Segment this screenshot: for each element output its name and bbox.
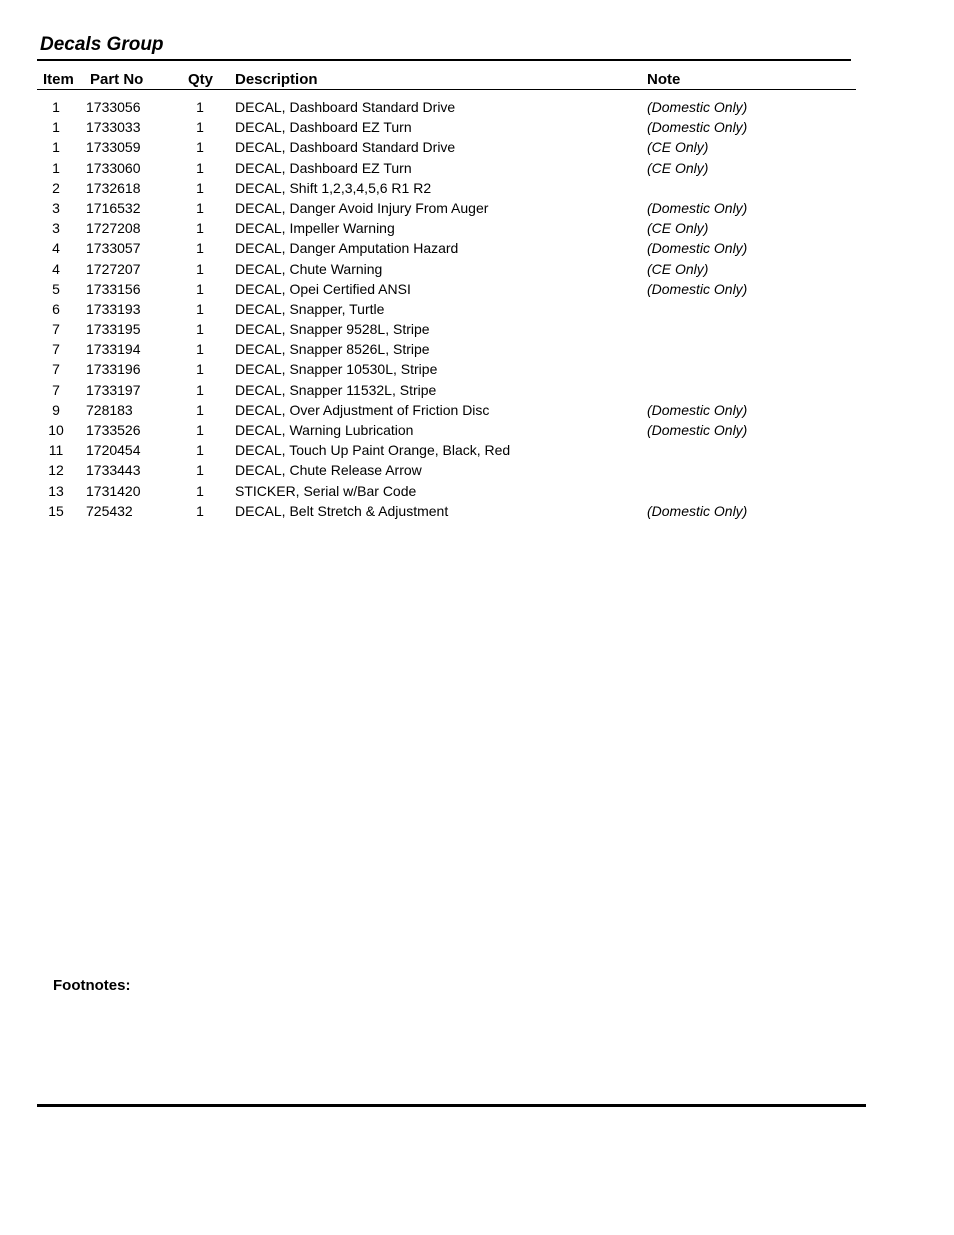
description-cell: DECAL, Belt Stretch & Adjustment [235,502,449,519]
description-cell: DECAL, Impeller Warning [235,220,395,237]
description-cell: DECAL, Chute Warning [235,260,383,277]
note-cell: (Domestic Only) [647,502,748,519]
column-header-note: Note [647,71,681,88]
qty-cell: 1 [196,401,204,418]
note-cell: (Domestic Only) [647,240,748,257]
part-number-cell: 725432 [86,502,133,519]
qty-cell: 1 [196,502,204,519]
item-cell: 1 [52,159,60,176]
part-number-cell: 1733060 [86,159,141,176]
part-number-cell: 1733059 [86,139,141,156]
table-row [0,401,954,421]
column-header-part-no: Part No [90,71,144,88]
footer-divider [37,1104,866,1107]
qty-cell: 1 [196,321,204,338]
qty-cell: 1 [196,179,204,196]
footnotes-label: Footnotes: [53,977,131,994]
description-cell: DECAL, Danger Avoid Injury From Auger [235,199,489,216]
table-row [0,159,954,179]
part-number-cell: 1720454 [86,442,141,459]
item-cell: 7 [52,361,60,378]
table-row [0,482,954,502]
description-cell: DECAL, Dashboard Standard Drive [235,139,456,156]
description-cell: DECAL, Dashboard EZ Turn [235,159,412,176]
table-row [0,118,954,138]
note-cell: (Domestic Only) [647,199,748,216]
note-cell: (Domestic Only) [647,119,748,136]
item-cell: 5 [52,280,60,297]
item-cell: 2 [52,179,60,196]
item-cell: 4 [52,260,60,277]
description-cell: DECAL, Warning Lubrication [235,422,414,438]
item-cell: 7 [52,381,60,398]
description-cell: DECAL, Danger Amputation Hazard [235,240,459,257]
table-row [0,98,954,118]
table-row [0,461,954,481]
table-row [0,502,954,522]
description-cell: DECAL, Snapper, Turtle [235,300,385,317]
qty-cell: 1 [196,240,204,257]
note-cell: (Domestic Only) [647,401,748,418]
note-cell: (CE Only) [647,260,709,277]
table-row [0,179,954,199]
part-number-cell: 1733196 [86,361,141,378]
description-cell: DECAL, Touch Up Paint Orange, Black, Red [235,442,511,459]
description-cell: DECAL, Snapper 10530L, Stripe [235,361,438,378]
item-cell: 9 [52,401,60,418]
qty-cell: 1 [196,199,204,216]
part-number-cell: 1732618 [86,179,141,196]
part-number-cell: 1733156 [86,280,141,297]
table-row [0,360,954,380]
table-row [0,219,954,239]
note-cell: (CE Only) [647,139,709,156]
parts-table-body [0,98,954,522]
part-number-cell: 1727208 [86,220,141,237]
table-row [0,340,954,360]
item-cell: 13 [48,482,64,499]
item-cell: 10 [48,422,64,438]
qty-cell: 1 [196,280,204,297]
item-cell: 7 [52,321,60,338]
qty-cell: 1 [196,139,204,156]
qty-cell: 1 [196,341,204,358]
item-cell: 3 [52,220,60,237]
qty-cell: 1 [196,462,204,479]
item-cell: 4 [52,240,60,257]
qty-cell: 1 [196,159,204,176]
part-number-cell: 1733526 [86,422,141,438]
part-number-cell: 1733033 [86,119,141,136]
item-cell: 12 [48,462,64,479]
column-header-qty: Qty [188,71,214,88]
table-row [0,441,954,461]
table-row [0,199,954,219]
description-cell: DECAL, Snapper 9528L, Stripe [235,321,430,338]
part-number-cell: 728183 [86,401,133,418]
part-number-cell: 1731420 [86,482,141,499]
note-cell: (Domestic Only) [647,422,748,438]
header-divider [37,89,856,90]
item-cell: 1 [52,139,60,156]
part-number-cell: 1733197 [86,381,141,398]
note-cell: (Domestic Only) [647,280,748,297]
part-number-cell: 1716532 [86,199,141,216]
item-cell: 11 [48,442,64,459]
column-header-description: Description [235,71,318,88]
item-cell: 7 [52,341,60,358]
description-cell: DECAL, Snapper 8526L, Stripe [235,341,430,358]
qty-cell: 1 [196,119,204,136]
note-cell: (CE Only) [647,159,709,176]
table-row [0,300,954,320]
qty-cell: 1 [196,482,204,499]
description-cell: DECAL, Opei Certified ANSI [235,280,411,297]
table-row [0,260,954,280]
table-row [0,138,954,158]
description-cell: DECAL, Dashboard EZ Turn [235,119,412,136]
description-cell: DECAL, Shift 1,2,3,4,5,6 R1 R2 [235,179,432,196]
item-cell: 15 [48,502,64,519]
qty-cell: 1 [196,381,204,398]
qty-cell: 1 [196,260,204,277]
part-number-cell: 1733193 [86,300,141,317]
part-number-cell: 1733195 [86,321,141,338]
item-cell: 3 [52,199,60,216]
description-cell: DECAL, Over Adjustment of Friction Disc [235,401,490,418]
table-row [0,239,954,259]
qty-cell: 1 [196,361,204,378]
item-cell: 6 [52,300,60,317]
description-cell: DECAL, Dashboard Standard Drive [235,99,456,115]
part-number-cell: 1727207 [86,260,141,277]
description-cell: DECAL, Chute Release Arrow [235,462,422,479]
part-number-cell: 1733443 [86,462,141,479]
qty-cell: 1 [196,220,204,237]
note-cell: (Domestic Only) [647,99,748,115]
page-title: Decals Group [40,34,164,55]
table-row [0,421,954,441]
qty-cell: 1 [196,99,204,115]
qty-cell: 1 [196,300,204,317]
table-row [0,320,954,340]
description-cell: DECAL, Snapper 11532L, Stripe [235,381,437,398]
part-number-cell: 1733194 [86,341,141,358]
qty-cell: 1 [196,442,204,459]
part-number-cell: 1733057 [86,240,141,257]
column-header-item: Item [43,71,74,88]
part-number-cell: 1733056 [86,99,141,115]
item-cell: 1 [52,99,60,115]
qty-cell: 1 [196,422,204,438]
table-row [0,381,954,401]
description-cell: STICKER, Serial w/Bar Code [235,482,417,499]
note-cell: (CE Only) [647,220,709,237]
item-cell: 1 [52,119,60,136]
table-row [0,280,954,300]
title-divider [37,59,851,61]
